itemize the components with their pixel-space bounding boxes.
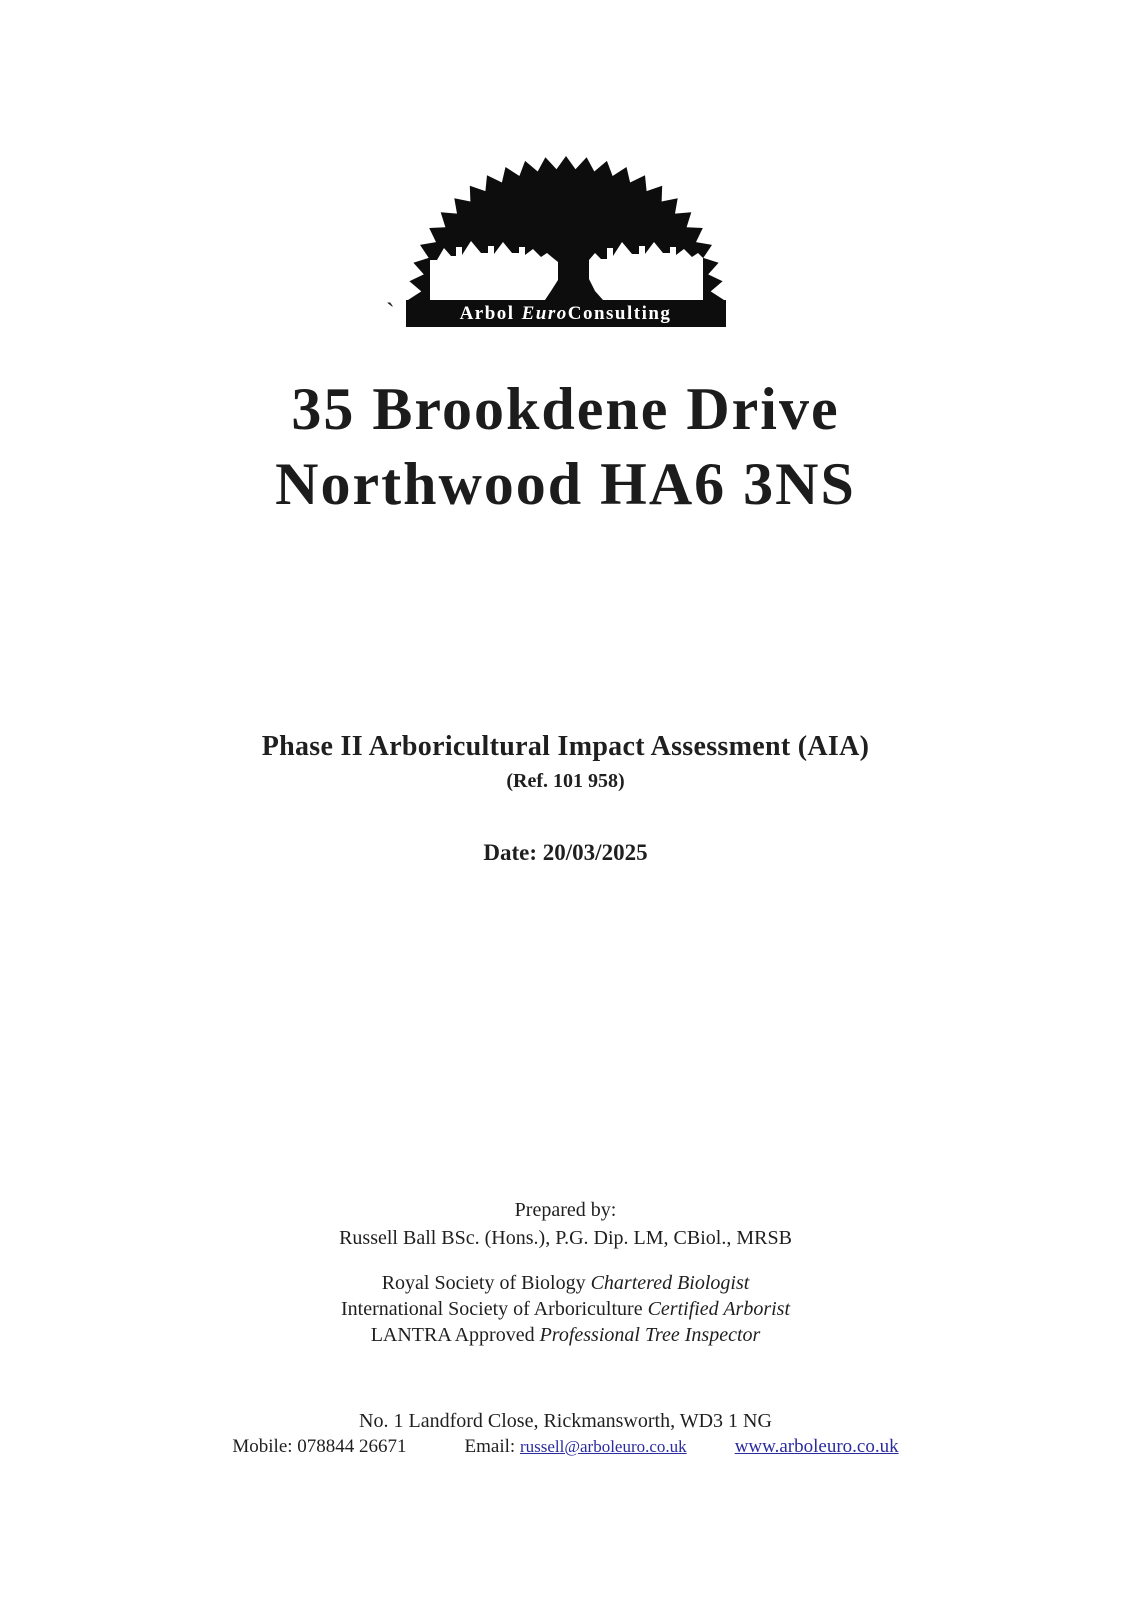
credential-row <box>0 1296 1131 1322</box>
title-line-1: 35 Brookdene Drive <box>291 376 840 442</box>
prepared-by-label: Prepared by: <box>514 1199 617 1221</box>
credential-title: Chartered Biologist <box>590 1272 750 1294</box>
website-link[interactable]: www.arboleuro.co.uk <box>734 1436 899 1457</box>
page-title <box>0 372 1131 522</box>
credential-row <box>0 1322 1131 1348</box>
email-link[interactable]: russell@arboleuro.co.uk <box>519 1437 687 1456</box>
stray-backtick-char: ` <box>386 298 395 327</box>
report-date: Date: 20/03/2025 <box>483 840 648 865</box>
credential-row <box>0 1270 1131 1296</box>
title-line-2: Northwood HA6 3NS <box>275 451 856 517</box>
prepared-by-block <box>0 1196 1131 1252</box>
credential-title: Certified Arborist <box>647 1298 790 1320</box>
footer-email-label: Email: <box>464 1436 516 1457</box>
logo-word-consulting: Consulting <box>567 303 672 324</box>
logo-wordmark <box>406 300 726 327</box>
author-name-line: Russell Ball BSc. (Hons.), P.G. Dip. LM, CBiol., MRSB <box>339 1227 792 1249</box>
credential-org: International Society of Arboriculture <box>341 1298 643 1320</box>
credential-org: LANTRA Approved <box>370 1324 535 1346</box>
footer-address: No. 1 Landford Close, Rickmansworth, WD3 1 NG <box>359 1410 772 1432</box>
report-subtitle <box>0 731 1131 793</box>
company-logo <box>406 150 726 327</box>
credentials-block <box>0 1270 1131 1348</box>
footer-contact-line <box>0 1436 1131 1458</box>
report-reference: (Ref. 101 958) <box>506 770 625 792</box>
report-type-heading: Phase II Arboricultural Impact Assessment (AIA) <box>261 731 870 762</box>
footer-email-group <box>465 1436 687 1458</box>
credential-title: Professional Tree Inspector <box>539 1324 761 1346</box>
credential-org: Royal Society of Biology <box>381 1272 586 1294</box>
logo-word-euro: Euro <box>521 303 568 324</box>
footer-mobile: Mobile: 078844 26671 <box>232 1436 407 1457</box>
logo-word-arbol: Arbol <box>459 303 515 324</box>
tree-logo-icon <box>406 150 726 300</box>
